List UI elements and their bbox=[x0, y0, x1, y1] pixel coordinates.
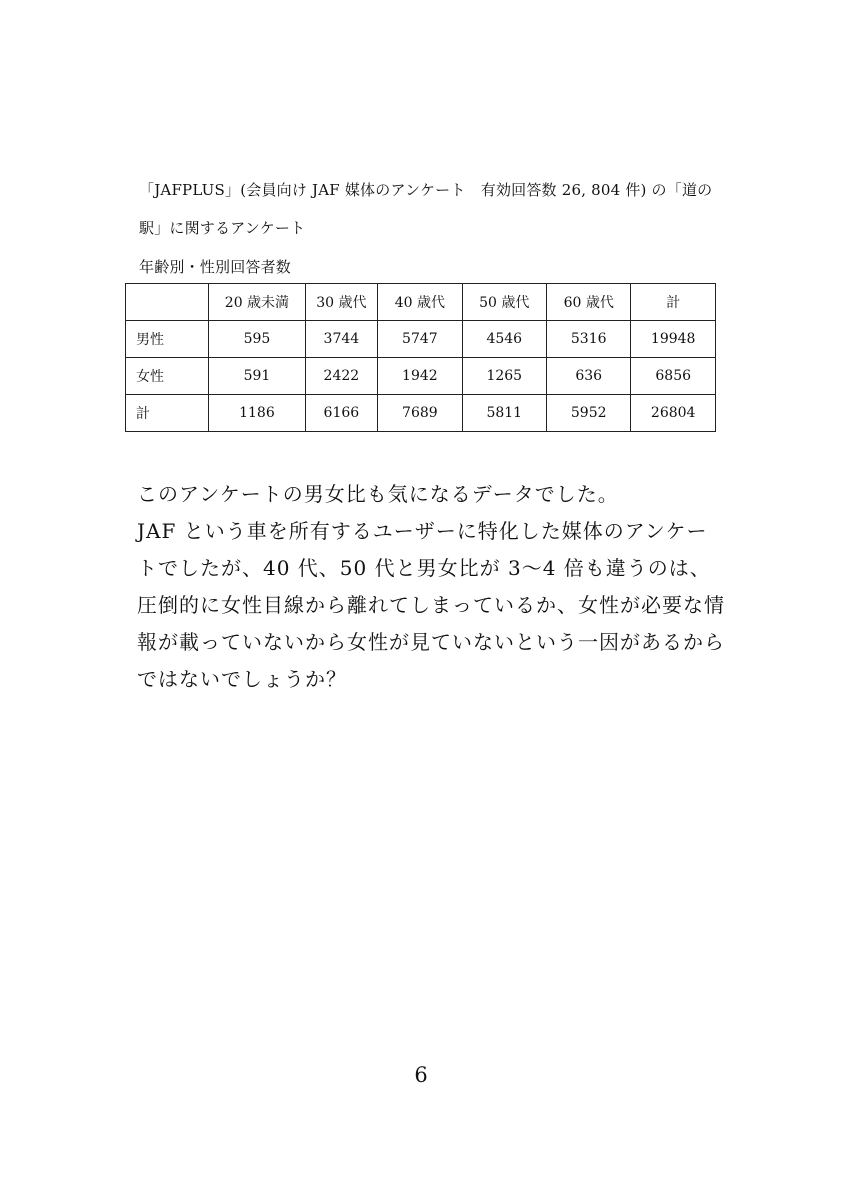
header-cell-under-20: 20 歳未満 bbox=[209, 284, 305, 321]
table-cell: 26804 bbox=[631, 395, 716, 432]
row-label-female: 女性 bbox=[126, 358, 209, 395]
survey-heading-line-2: 駅」に関するアンケート bbox=[139, 219, 306, 237]
table-cell: 5316 bbox=[546, 321, 630, 358]
table-cell: 1265 bbox=[462, 358, 546, 395]
table-cell: 2422 bbox=[305, 358, 378, 395]
row-label-male: 男性 bbox=[126, 321, 209, 358]
table-cell: 3744 bbox=[305, 321, 378, 358]
survey-heading-line-1: 「JAFPLUS」(会員向け JAF 媒体のアンケート 有効回答数 26, 804 件) の「道の bbox=[139, 181, 713, 199]
table-caption: 年齢別・性別回答者数 bbox=[139, 258, 292, 276]
body-paragraph-1: このアンケートの男女比も気になるデータでした。 bbox=[137, 482, 619, 506]
table-row-male bbox=[126, 321, 716, 358]
header-cell-30s: 30 歳代 bbox=[305, 284, 378, 321]
table-cell: 6166 bbox=[305, 395, 378, 432]
body-paragraph-2: JAF という車を所有するユーザーに特化した媒体のアンケートでしたが、40 代、50 代と男女比が 3～4 倍も違うのは、圧倒的に女性目線から離れてしまっているか、女性が必要な情報が載っていないから女性が見ていないという一因があるからではないでしょうか？ bbox=[137, 519, 725, 691]
row-label-total: 計 bbox=[126, 395, 209, 432]
table-row-female bbox=[126, 358, 716, 395]
table-cell: 591 bbox=[209, 358, 305, 395]
table-cell: 636 bbox=[546, 358, 630, 395]
table-cell: 7689 bbox=[378, 395, 462, 432]
table-cell: 5747 bbox=[378, 321, 462, 358]
header-cell-60s: 60 歳代 bbox=[546, 284, 630, 321]
table-cell: 1942 bbox=[378, 358, 462, 395]
table-cell: 5811 bbox=[462, 395, 546, 432]
header-cell-corner bbox=[126, 284, 209, 321]
page-number: 6 bbox=[414, 1063, 428, 1087]
table-row-total bbox=[126, 395, 716, 432]
header-cell-50s: 50 歳代 bbox=[462, 284, 546, 321]
respondents-table bbox=[125, 283, 716, 432]
body-text bbox=[137, 476, 727, 698]
table-cell: 6856 bbox=[631, 358, 716, 395]
table-cell: 5952 bbox=[546, 395, 630, 432]
header-cell-40s: 40 歳代 bbox=[378, 284, 462, 321]
table-cell: 19948 bbox=[631, 321, 716, 358]
table-cell: 1186 bbox=[209, 395, 305, 432]
header-cell-total: 計 bbox=[631, 284, 716, 321]
table-cell: 595 bbox=[209, 321, 305, 358]
table-cell: 4546 bbox=[462, 321, 546, 358]
table-header-row bbox=[126, 284, 716, 321]
